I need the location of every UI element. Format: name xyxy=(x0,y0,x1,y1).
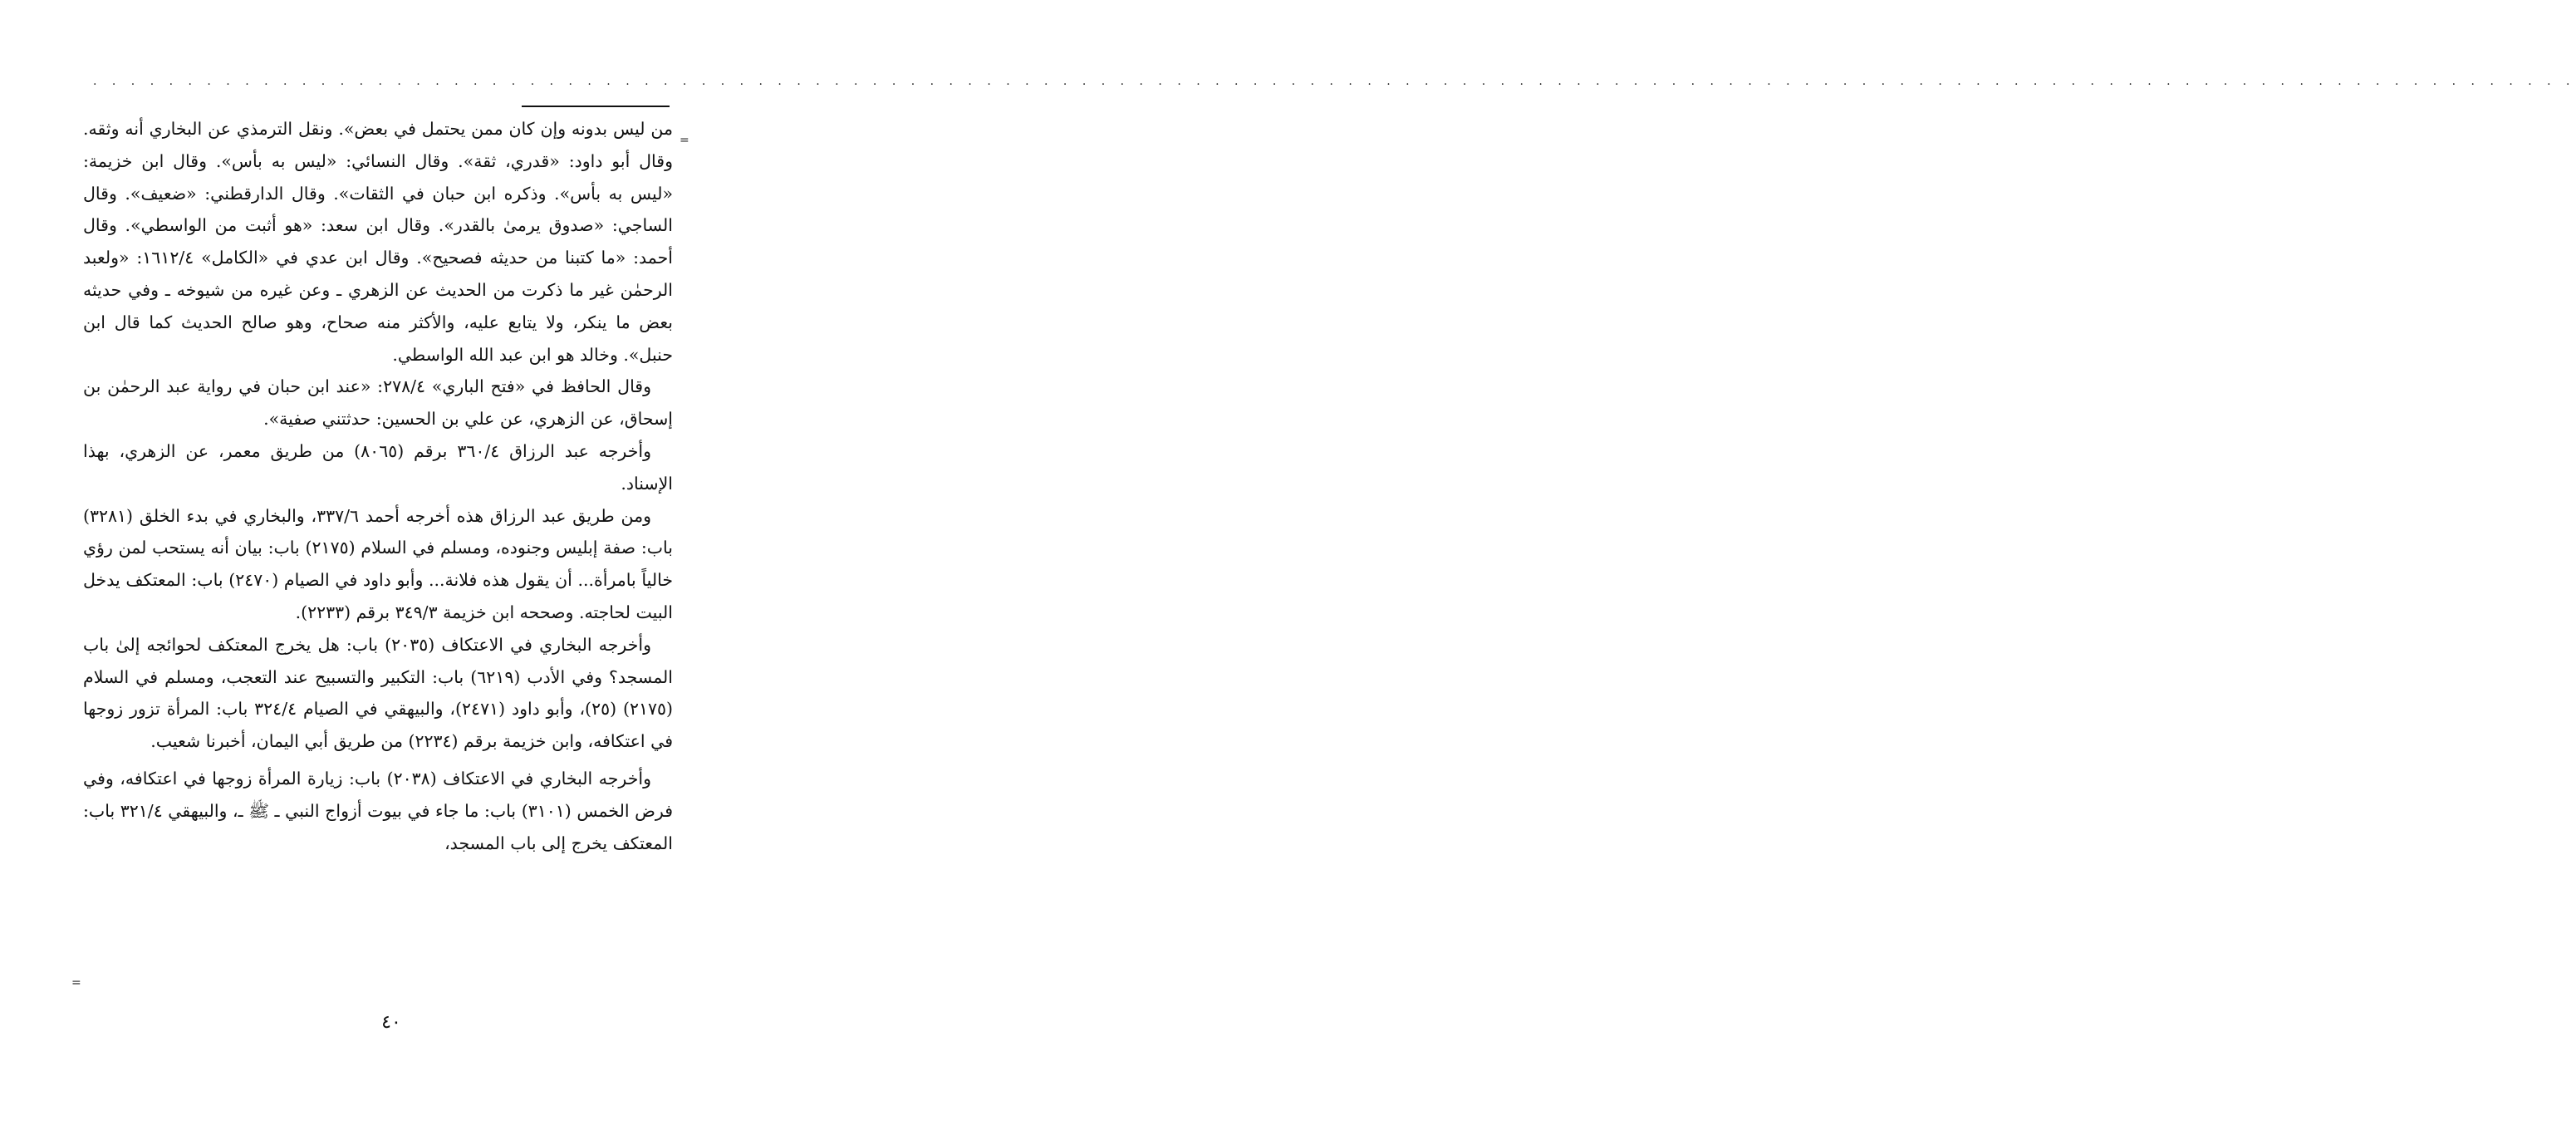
paragraph-6: وأخرجه البخاري في الاعتكاف (٢٠٣٨) باب: زيارة المرأة زوجها في اعتكافه، وفي فرض الخمس (٣١٠١) باب: ما جاء في بيوت أزواج النبي ـ ﷺ ـ، والبيهقي ٣٢١/٤ باب: المعتكف يخرج إلى باب المسجد، xyxy=(83,768,673,853)
footnote-text-block xyxy=(83,113,673,859)
continuation-marker-end: = xyxy=(71,976,81,990)
continuation-marker-start: = xyxy=(680,134,689,147)
paragraph-5: وأخرجه البخاري في الاعتكاف (٢٠٣٥) باب: هل يخرج المعتكف لحوائجه إلىٰ باب المسجد؟ وفي الأدب (٦٢١٩) باب: التكبير والتسبيح عند التعجب، ومسلم في السلام (٢١٧٥) (٢٥)، وأبو داود (٢٤٧١)، والبيهقي في الصيام ٣٢٤/٤ باب: المرأة تزور زوجها في اعتكافه، وابن خزيمة برقم (٢٢٣٤) من طريق أبي اليمان، أخبرنا شعيب. xyxy=(83,634,674,752)
paragraph-4: ومن طريق عبد الرزاق هذه أخرجه أحمد ٣٣٧/٦، والبخاري في بدء الخلق (٣٢٨١) باب: صفة إبليس وجنوده، ومسلم في السلام (٢١٧٥) باب: بيان أنه يستحب لمن رؤي خالياً بامرأة... أن يقول هذه فلانة... وأبو داود في الصيام (٢٤٧٠) باب: المعتكف يدخل البيت لحاجته. وصححه ابن خزيمة ٣٤٩/٣ برقم (٢٢٣٣). xyxy=(83,505,673,622)
paragraph-2: وقال الحافظ في «فتح الباري» ٢٧٨/٤: «عند ابن حبان في رواية عبد الرحمٰن بن إسحاق، عن الزهري، عن علي بن الحسين: حدثتني صفية». xyxy=(83,376,673,430)
paragraph-1: من ليس بدونه وإن كان ممن يحتمل في بعض». ونقل الترمذي عن البخاري أنه وثقه. وقال أبو داود: «قدري، ثقة». وقال النسائي: «ليس به بأس». وقال ابن خزيمة: «ليس به بأس». وذكره ابن حبان في الثقات». وقال الدارقطني: «ضعيف». وقال الساجي: «صدوق يرمىٰ بالقدر». وقال ابن سعد: «هو أثبت من الواسطي». وقال أحمد: «ما كتبنا من حديثه فصحيح». وقال ابن عدي في «الكامل» ١٦١٢/٤: «ولعبد الرحمٰن غير ما ذكرت من الحديث عن الزهري ـ وعن غيره من شيوخه ـ وفي حديثه بعض ما ينكر، ولا يتابع عليه، والأكثر منه صحاح، وهو صالح الحديث كما قال ابن حنبل». وخالد هو ابن عبد الله الواسطي. xyxy=(83,119,673,365)
header-dotted-line: . . . . . . . . . . . . . . . . . . . . . . . . . . . . . . . . . . . . . . . . . . . . . . . . . . . . . . . . . . . . . . . . . . . . . . . . . . . . . . . . . . . . . . . . . . . . . . . . . . . . . . . . . . . . . . . . . . . . . . . . . . . . . . . . . . . xyxy=(93,75,2576,88)
footnote-separator-rule xyxy=(522,106,670,107)
page-number: ٤٠ xyxy=(381,1012,401,1033)
paragraph-3: وأخرجه عبد الرزاق ٣٦٠/٤ برقم (٨٠٦٥) من طريق معمر، عن الزهري، بهذا الإسناد. xyxy=(83,440,673,494)
